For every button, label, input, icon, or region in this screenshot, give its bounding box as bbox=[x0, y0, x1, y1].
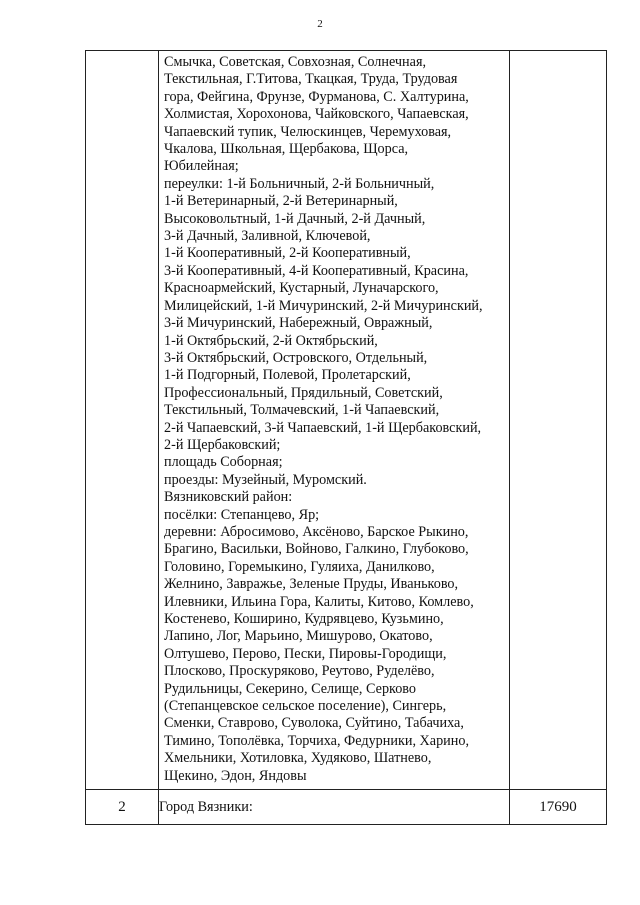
address-line: Текстильная, Г.Титова, Ткацкая, Труда, Трудовая bbox=[164, 71, 458, 88]
address-line: гора, Фейгина, Фрунзе, Фурманова, С. Халтурина, bbox=[164, 88, 469, 105]
address-line: Щекино, Эдон, Яндовы bbox=[164, 767, 307, 784]
address-line: Олтушево, Перово, Пески, Пировы-Городищи, bbox=[164, 645, 447, 662]
address-line: Холмистая, Хорохонова, Чайковского, Чапаевская, bbox=[164, 106, 469, 123]
address-line: 3-й Октябрьский, Островского, Отдельный, bbox=[164, 349, 428, 366]
address-line: Хмельники, Хотиловка, Худяково, Шатнево, bbox=[164, 750, 432, 767]
address-line: Головино, Горемыкино, Гуляиха, Данилково, bbox=[164, 558, 435, 575]
address-line: площадь Соборная; bbox=[164, 454, 283, 471]
address-line: Красноармейский, Кустарный, Луначарского, bbox=[164, 280, 439, 297]
address-line: деревни: Абросимово, Аксёново, Барское Рыкино, bbox=[164, 523, 469, 540]
row2-index-cell: 2 bbox=[86, 790, 159, 825]
address-line: проезды: Музейный, Муромский. bbox=[164, 471, 367, 488]
address-line: Смычка, Советская, Совхозная, Солнечная, bbox=[164, 54, 427, 70]
row2-value-cell: 17690 bbox=[510, 790, 607, 825]
address-line: Юбилейная; bbox=[164, 158, 239, 175]
address-line: 3-й Кооперативный, 4-й Кооперативный, Красина, bbox=[164, 262, 469, 279]
address-line: Лапино, Лог, Марьино, Мишурово, Окатово, bbox=[164, 628, 433, 645]
address-line: 1-й Подгорный, Полевой, Пролетарский, bbox=[164, 367, 411, 384]
address-line: переулки: 1-й Больничный, 2-й Больничный, bbox=[164, 175, 435, 192]
address-list bbox=[159, 51, 509, 789]
address-line: 3-й Мичуринский, Набережный, Овражный, bbox=[164, 315, 433, 332]
address-line: 2-й Чапаевский, 3-й Чапаевский, 1-й Щербаковский, bbox=[164, 419, 482, 436]
row1-value-cell bbox=[510, 51, 607, 790]
address-line: Чкалова, Школьная, Щербакова, Щорса, bbox=[164, 141, 409, 158]
address-line: 1-й Ветеринарный, 2-й Ветеринарный, bbox=[164, 193, 398, 210]
table-row bbox=[86, 790, 607, 825]
table-row bbox=[86, 51, 607, 790]
address-line: Сменки, Ставрово, Суволока, Суйтино, Табачиха, bbox=[164, 715, 464, 732]
address-line: Брагино, Васильки, Войново, Галкино, Глубоково, bbox=[164, 541, 469, 558]
row1-content-cell bbox=[159, 51, 510, 790]
address-line: Костенево, Коширино, Кудрявцево, Кузьмино, bbox=[164, 611, 444, 627]
address-line: Вязниковский район: bbox=[164, 489, 293, 506]
row2-label-cell: Город Вязники: bbox=[159, 790, 510, 825]
address-line: Профессиональный, Прядильный, Советский, bbox=[164, 384, 443, 401]
address-line: Тимино, Тополёвка, Торчиха, Федурники, Харино, bbox=[164, 732, 470, 749]
address-line: 3-й Дачный, Заливной, Ключевой, bbox=[164, 228, 371, 245]
address-line: Плосково, Проскуряково, Реутово, Руделёво, bbox=[164, 663, 435, 680]
address-line: Рудильницы, Секерино, Селище, Серково bbox=[164, 680, 416, 697]
address-line: Илевники, Ильина Гора, Калиты, Китово, Комлево, bbox=[164, 593, 474, 610]
address-line: 2-й Щербаковский; bbox=[164, 436, 281, 453]
address-line: (Степанцевское сельское поселение), Сингерь, bbox=[164, 698, 447, 715]
address-line: Текстильный, Толмачевский, 1-й Чапаевский, bbox=[164, 402, 440, 419]
address-line: Милицейский, 1-й Мичуринский, 2-й Мичуринский, bbox=[164, 297, 483, 314]
row1-index-cell bbox=[86, 51, 159, 790]
page-number: 2 bbox=[317, 18, 323, 30]
address-line: 1-й Кооперативный, 2-й Кооперативный, bbox=[164, 245, 411, 262]
address-line: Желнино, Завражье, Зеленые Пруды, Иваньково, bbox=[164, 576, 459, 593]
districts-table bbox=[85, 50, 607, 825]
address-line: 1-й Октябрьский, 2-й Октябрьский, bbox=[164, 332, 378, 349]
address-line: посёлки: Степанцево, Яр; bbox=[164, 506, 320, 523]
address-line: Чапаевский тупик, Челюскинцев, Черемуховая, bbox=[164, 123, 452, 140]
address-line: Высоковольтный, 1-й Дачный, 2-й Дачный, bbox=[164, 210, 426, 227]
